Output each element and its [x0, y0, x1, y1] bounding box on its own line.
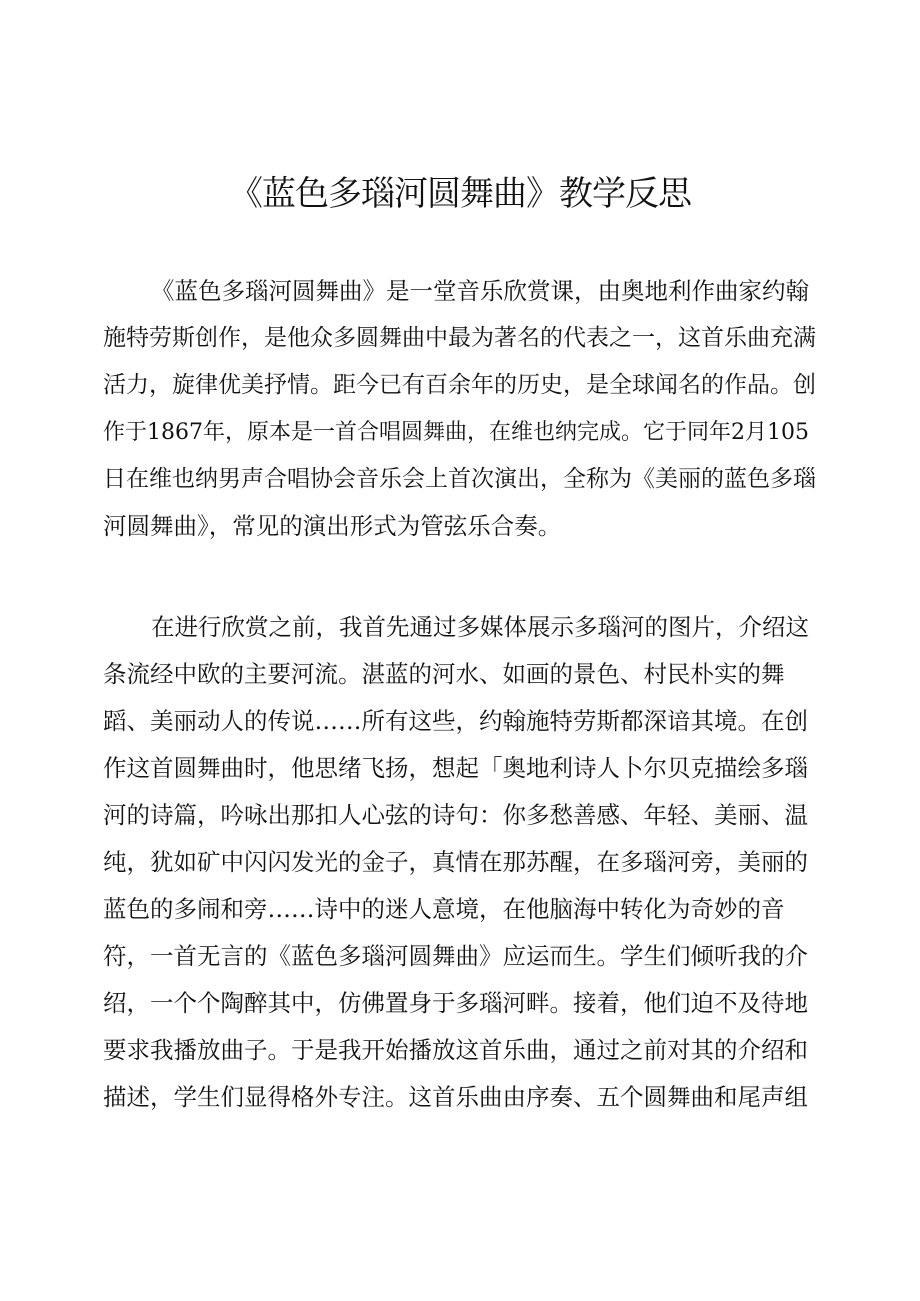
paragraph-line: 《蓝色多瑙河圆舞曲》是一堂音乐欣赏课，由奥地利作曲家约翰	[151, 277, 809, 305]
paragraph-line: 在进行欣赏之前，我首先通过多媒体展示多瑙河的图片，介绍这	[151, 613, 809, 641]
paragraph-2	[103, 604, 823, 1121]
paragraph-line: 作这首圆舞曲时，他思绪飞扬，想起「奥地利诗人卜尔贝克描绘多瑙	[103, 754, 808, 782]
paragraph-line: 施特劳斯创作，是他众多圆舞曲中最为著名的代表之一，这首乐曲充满	[103, 325, 816, 351]
paragraph-line: 日在维也纳男声合唱协会音乐会上首次演出，全称为《美丽的蓝色多瑙	[103, 466, 816, 492]
paragraph-line: 绍，一个个陶醉其中，仿佛置身于多瑙河畔。接着，他们迫不及待地	[103, 989, 808, 1017]
paragraph-line: 符，一首无言的《蓝色多瑙河圆舞曲》应运而生。学生们倾听我的介	[103, 942, 808, 970]
paragraph-line: 条流经中欧的主要河流。湛蓝的河水、如画的景色、村民朴实的舞	[103, 660, 785, 688]
paragraph-line: 蓝色的多闹和旁……诗中的迷人意境，在他脑海中转化为奇妙的音	[103, 895, 785, 923]
paragraph-line: 蹈、美丽动人的传说……所有这些，约翰施特劳斯都深谙其境。在创	[103, 707, 808, 735]
paragraph-line: 活力，旋律优美抒情。距今已有百余年的历史，是全球闻名的作品。创	[103, 372, 816, 398]
paragraph-1	[103, 268, 823, 550]
paragraph-line: 纯，犹如矿中闪闪发光的金子，真情在那苏醒，在多瑙河旁，美丽的	[103, 848, 808, 876]
document-title: 《蓝色多瑙河圆舞曲》教学反思	[229, 174, 691, 214]
paragraph-line: 描述，学生们显得格外专注。这首乐曲由序奏、五个圆舞曲和尾声组	[103, 1083, 808, 1111]
paragraph-line: 河圆舞曲》，常见的演出形式为管弦乐合奏。	[103, 512, 562, 540]
paragraph-line: 作于1867年，原本是一首合唱圆舞曲，在维也纳完成。它于同年2月105	[103, 420, 809, 445]
paragraph-line: 河的诗篇，吟咏出那扣人心弦的诗句：你多愁善感、年轻、美丽、温	[103, 801, 808, 829]
paragraph-line: 要求我播放曲子。于是我开始播放这首乐曲，通过之前对其的介绍和	[103, 1036, 808, 1064]
